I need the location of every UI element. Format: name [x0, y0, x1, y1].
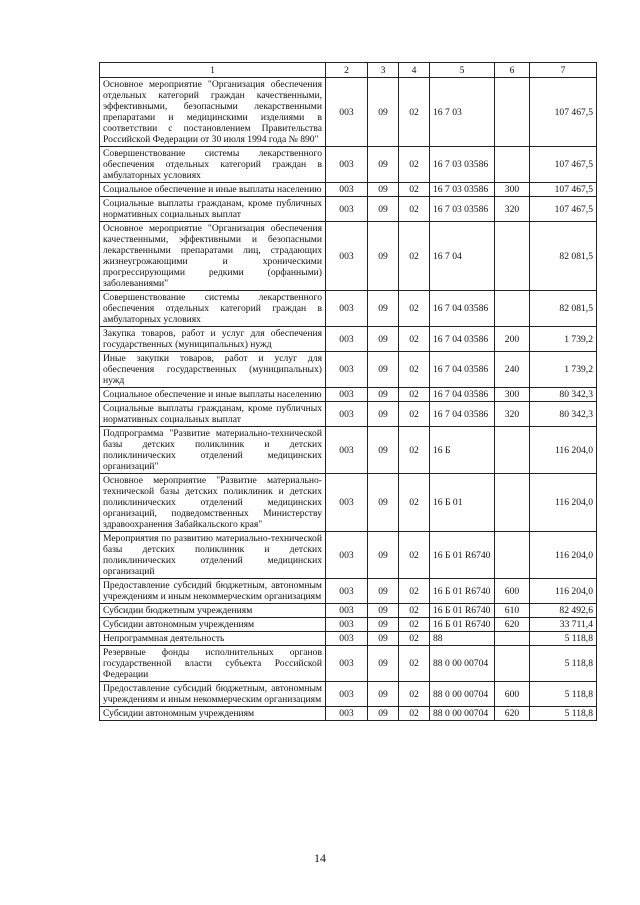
cell-code-5: 16 7 04 03586: [430, 291, 495, 327]
row-name: Основное мероприятие "Развитие материально-технической базы детских поликлиник и детских поликлинических отделений медицинских организаций, подведомственных Министерству здравоохранения Забайкальского края": [100, 474, 326, 532]
row-name: Совершенствование системы лекарственного обеспечения отдельных категорий граждан в амбулаторных условиях: [100, 147, 326, 183]
table-row: [100, 474, 597, 532]
cell-code-4: 02: [399, 632, 430, 646]
cell-code-6: [495, 646, 530, 682]
cell-code-2: 003: [326, 222, 368, 291]
cell-code-3: 09: [368, 427, 399, 474]
cell-code-6: 620: [495, 618, 530, 632]
cell-code-6: [495, 632, 530, 646]
cell-code-6: 300: [495, 183, 530, 197]
cell-code-5: 16 Б 01 R6740: [430, 604, 495, 618]
cell-code-4: 02: [399, 183, 430, 197]
cell-code-6: 600: [495, 682, 530, 707]
cell-amount: 107 467,5: [530, 183, 597, 197]
cell-code-3: 09: [368, 147, 399, 183]
cell-code-2: 003: [326, 532, 368, 579]
row-name: Предоставление субсидий бюджетным, автономным учреждениям и иным некоммерческим организациям: [100, 579, 326, 604]
cell-code-4: 02: [399, 427, 430, 474]
row-name: Основное мероприятие "Организация обеспечения отдельных категорий граждан качественными, эффективными, безопасными лекарственными препаратами и медицинскими изделиями в соответствии с постановлением Правительства Российской Федерации от 30 июля 1994 года № 890": [100, 78, 326, 147]
table-row: [100, 352, 597, 388]
table-row: [100, 222, 597, 291]
cell-code-4: 02: [399, 388, 430, 402]
row-name: Субсидии бюджетным учреждениям: [100, 604, 326, 618]
header-col-3: 3: [368, 63, 399, 78]
row-name: Закупка товаров, работ и услуг для обеспечения государственных (муниципальных) нужд: [100, 327, 326, 352]
cell-code-5: 16 7 03: [430, 78, 495, 147]
cell-amount: 80 342,3: [530, 388, 597, 402]
row-name: Основное мероприятие "Организация обеспечения качественными, эффективными и безопасными лекарственными препаратами лиц, страдающих жизнеугрожающими и хроническими прогрессирующими редкими (орфанными) заболеваниями": [100, 222, 326, 291]
cell-code-6: 300: [495, 388, 530, 402]
cell-amount: 82 081,5: [530, 222, 597, 291]
cell-code-3: 09: [368, 707, 399, 721]
cell-code-2: 003: [326, 147, 368, 183]
cell-code-3: 09: [368, 78, 399, 147]
table-row: [100, 532, 597, 579]
cell-code-2: 003: [326, 327, 368, 352]
cell-code-6: 240: [495, 352, 530, 388]
cell-amount: 1 739,2: [530, 327, 597, 352]
cell-code-3: 09: [368, 402, 399, 427]
row-name: Социальное обеспечение и иные выплаты населению: [100, 388, 326, 402]
table-row: [100, 78, 597, 147]
cell-amount: 5 118,8: [530, 707, 597, 721]
cell-amount: 5 118,8: [530, 632, 597, 646]
cell-code-3: 09: [368, 682, 399, 707]
cell-code-3: 09: [368, 579, 399, 604]
header-col-7: 7: [530, 63, 597, 78]
cell-amount: 33 711,4: [530, 618, 597, 632]
cell-code-6: [495, 427, 530, 474]
cell-amount: 116 204,0: [530, 427, 597, 474]
cell-code-6: 320: [495, 402, 530, 427]
cell-code-6: [495, 532, 530, 579]
cell-amount: 107 467,5: [530, 147, 597, 183]
header-row: [100, 63, 597, 78]
cell-code-2: 003: [326, 618, 368, 632]
table-row: [100, 427, 597, 474]
cell-code-2: 003: [326, 646, 368, 682]
cell-code-4: 02: [399, 327, 430, 352]
row-name: Резервные фонды исполнительных органов государственной власти субъекта Российской Федерации: [100, 646, 326, 682]
cell-code-2: 003: [326, 388, 368, 402]
table-row: [100, 402, 597, 427]
cell-code-2: 003: [326, 402, 368, 427]
cell-code-2: 003: [326, 197, 368, 222]
cell-code-3: 09: [368, 197, 399, 222]
cell-amount: 116 204,0: [530, 579, 597, 604]
cell-code-2: 003: [326, 78, 368, 147]
cell-code-4: 02: [399, 402, 430, 427]
cell-code-4: 02: [399, 474, 430, 532]
cell-amount: 5 118,8: [530, 682, 597, 707]
cell-code-3: 09: [368, 222, 399, 291]
cell-code-6: 200: [495, 327, 530, 352]
cell-code-4: 02: [399, 291, 430, 327]
cell-code-2: 003: [326, 474, 368, 532]
table-row: [100, 707, 597, 721]
table-row: [100, 197, 597, 222]
header-col-6: 6: [495, 63, 530, 78]
cell-code-4: 02: [399, 352, 430, 388]
cell-amount: 80 342,3: [530, 402, 597, 427]
table-row: [100, 147, 597, 183]
cell-code-2: 003: [326, 427, 368, 474]
cell-code-2: 003: [326, 352, 368, 388]
cell-code-6: [495, 147, 530, 183]
row-name: Мероприятия по развитию материально-технической базы детских поликлиник и детских поликлинических отделений медицинских организаций: [100, 532, 326, 579]
table-row: [100, 291, 597, 327]
cell-code-2: 003: [326, 682, 368, 707]
cell-code-6: 600: [495, 579, 530, 604]
cell-code-5: 16 7 03 03586: [430, 197, 495, 222]
table-row: [100, 388, 597, 402]
cell-code-4: 02: [399, 78, 430, 147]
cell-code-5: 16 Б 01: [430, 474, 495, 532]
cell-code-5: 16 Б 01 R6740: [430, 579, 495, 604]
page-number: 14: [314, 851, 326, 865]
cell-code-5: 16 7 03 03586: [430, 147, 495, 183]
cell-code-6: [495, 78, 530, 147]
cell-code-3: 09: [368, 388, 399, 402]
cell-code-4: 02: [399, 618, 430, 632]
cell-code-3: 09: [368, 291, 399, 327]
table-row: [100, 618, 597, 632]
table-row: [100, 646, 597, 682]
cell-code-2: 003: [326, 632, 368, 646]
cell-code-6: [495, 474, 530, 532]
cell-code-3: 09: [368, 352, 399, 388]
cell-code-4: 02: [399, 197, 430, 222]
cell-code-5: 16 Б: [430, 427, 495, 474]
header-col-5: 5: [430, 63, 495, 78]
cell-amount: 107 467,5: [530, 78, 597, 147]
table-row: [100, 682, 597, 707]
cell-code-2: 003: [326, 579, 368, 604]
header-col-1: 1: [100, 63, 326, 78]
row-name: Совершенствование системы лекарственного обеспечения отдельных категорий граждан в амбулаторных условиях: [100, 291, 326, 327]
cell-code-5: 16 7 04 03586: [430, 352, 495, 388]
cell-amount: 5 118,8: [530, 646, 597, 682]
cell-code-4: 02: [399, 707, 430, 721]
table-row: [100, 183, 597, 197]
cell-code-2: 003: [326, 604, 368, 618]
cell-code-5: 16 7 03 03586: [430, 183, 495, 197]
cell-code-6: [495, 222, 530, 291]
cell-code-6: 620: [495, 707, 530, 721]
cell-code-5: 88 0 00 00704: [430, 707, 495, 721]
row-name: Предоставление субсидий бюджетным, автономным учреждениям и иным некоммерческим организациям: [100, 682, 326, 707]
cell-amount: 116 204,0: [530, 532, 597, 579]
cell-amount: 107 467,5: [530, 197, 597, 222]
cell-code-4: 02: [399, 222, 430, 291]
cell-code-3: 09: [368, 183, 399, 197]
cell-code-3: 09: [368, 532, 399, 579]
cell-code-4: 02: [399, 646, 430, 682]
cell-code-2: 003: [326, 183, 368, 197]
row-name: Подпрограмма "Развитие материально-технической базы детских поликлиник и детских поликлинических отделений медицинских организаций": [100, 427, 326, 474]
row-name: Иные закупки товаров, работ и услуг для обеспечения государственных (муниципальных) нужд: [100, 352, 326, 388]
row-name: Субсидии автономным учреждениям: [100, 707, 326, 721]
row-name: Социальные выплаты гражданам, кроме публичных нормативных социальных выплат: [100, 197, 326, 222]
cell-code-6: 610: [495, 604, 530, 618]
cell-code-3: 09: [368, 327, 399, 352]
cell-amount: 82 081,5: [530, 291, 597, 327]
cell-code-3: 09: [368, 474, 399, 532]
cell-code-4: 02: [399, 604, 430, 618]
cell-code-2: 003: [326, 707, 368, 721]
table-row: [100, 632, 597, 646]
cell-amount: 82 492,6: [530, 604, 597, 618]
cell-code-5: 16 7 04: [430, 222, 495, 291]
cell-code-5: 16 7 04 03586: [430, 327, 495, 352]
header-col-4: 4: [399, 63, 430, 78]
table-row: [100, 604, 597, 618]
cell-code-4: 02: [399, 579, 430, 604]
row-name: Социальные выплаты гражданам, кроме публичных нормативных социальных выплат: [100, 402, 326, 427]
cell-code-5: 88 0 00 00704: [430, 682, 495, 707]
row-name: Социальное обеспечение и иные выплаты населению: [100, 183, 326, 197]
cell-code-3: 09: [368, 618, 399, 632]
cell-amount: 1 739,2: [530, 352, 597, 388]
cell-code-5: 16 7 04 03586: [430, 402, 495, 427]
cell-code-5: 16 Б 01 R6740: [430, 618, 495, 632]
budget-table: [99, 62, 597, 721]
cell-code-2: 003: [326, 291, 368, 327]
cell-code-5: 16 Б 01 R6740: [430, 532, 495, 579]
header-col-2: 2: [326, 63, 368, 78]
cell-code-5: 16 7 04 03586: [430, 388, 495, 402]
row-name: Субсидии автономным учреждениям: [100, 618, 326, 632]
cell-code-3: 09: [368, 604, 399, 618]
table-row: [100, 579, 597, 604]
cell-code-6: 320: [495, 197, 530, 222]
cell-code-6: [495, 291, 530, 327]
row-name: Непрограммная деятельность: [100, 632, 326, 646]
cell-amount: 116 204,0: [530, 474, 597, 532]
cell-code-5: 88: [430, 632, 495, 646]
cell-code-4: 02: [399, 147, 430, 183]
cell-code-4: 02: [399, 532, 430, 579]
cell-code-5: 88 0 00 00704: [430, 646, 495, 682]
cell-code-3: 09: [368, 646, 399, 682]
cell-code-3: 09: [368, 632, 399, 646]
table-row: [100, 327, 597, 352]
cell-code-4: 02: [399, 682, 430, 707]
